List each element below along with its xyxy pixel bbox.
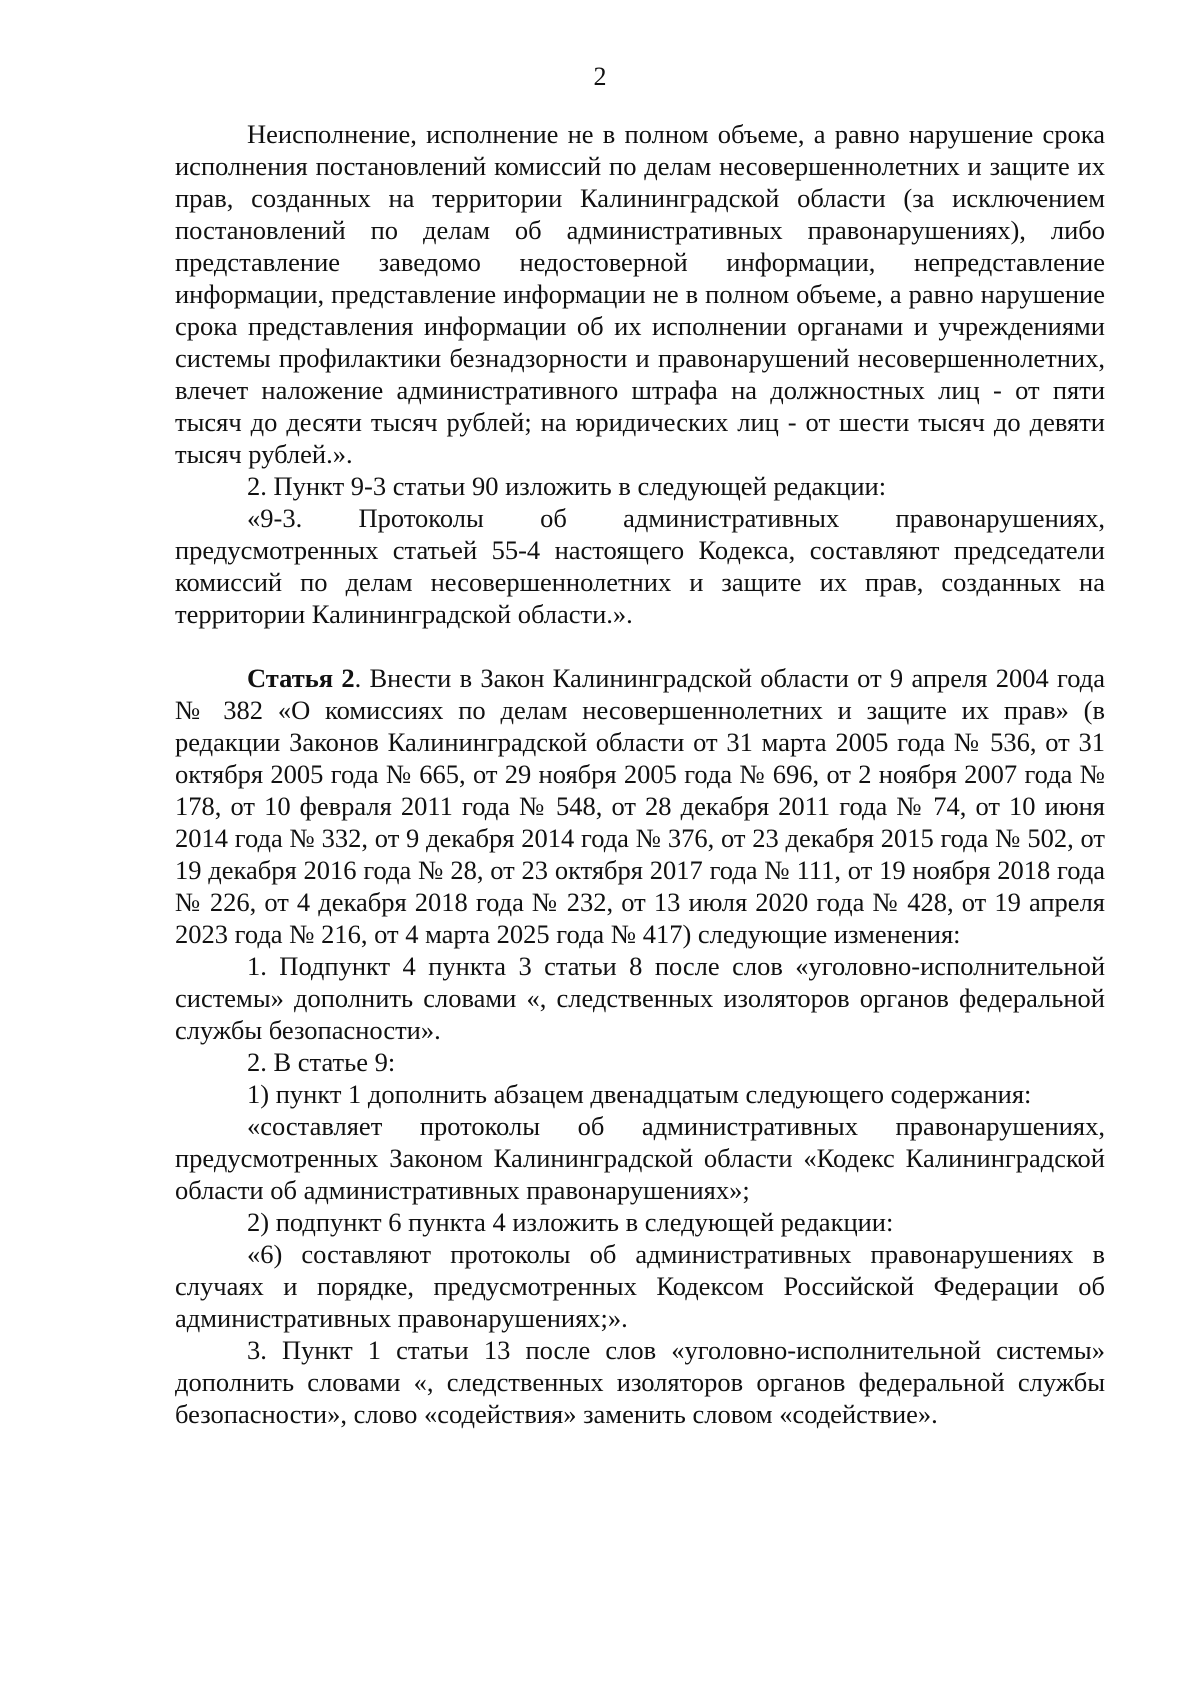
paragraph-subitem-2-text: «6) составляют протоколы об административных правонарушениях в случаях и порядке, предусмотренных Кодексом Российской Федерации об административных правонарушениях;».: [175, 1239, 1105, 1333]
document-body: [175, 118, 1105, 1430]
paragraph-change-2: 2. В статье 9:: [247, 1047, 396, 1077]
page-number: 2: [593, 62, 607, 91]
paragraph-item-2: 2. Пункт 9-3 статьи 90 изложить в следующей редакции:: [247, 471, 887, 501]
article-2-text: . Внести в Закон Калининградской области от 9 апреля 2004 года № 382 «О комиссиях по делам несовершеннолетних и защите их прав» (в редакции Законов Калининградской области от 31 марта 2005 года № 536, от 31 октября 2005 года № 665, от 29 ноября 2005 года № 696, от 2 ноября 2007 года № 178, от 10 февраля 2011 года № 548, от 28 декабря 2011 года № 74, от 10 июня 2014 года № 332, от 9 декабря 2014 года № 376, от 23 декабря 2015 года № 502, от 19 декабря 2016 года № 28, от 23 октября 2017 года № 111, от 19 ноября 2018 года № 226, от 4 декабря 2018 года № 232, от 13 июля 2020 года № 428, от 19 апреля 2023 года № 216, от 4 марта 2025 года № 417) следующие изменения:: [175, 663, 1105, 949]
paragraph-penalty-text: Неисполнение, исполнение не в полном объеме, а равно нарушение срока исполнения постановлений комиссий по делам несовершеннолетних и защите их прав, созданных на территории Калининградской области (за исключением постановлений по делам об административных правонарушениях), либо представление заведомо недостоверной информации, непредставление информации, представление информации не в полном объеме, а равно нарушение срока представления информации об их исполнении органами и учреждениями системы профилактики безнадзорности и правонарушений несовершеннолетних, влечет наложение административного штрафа на должностных лиц - от пяти тысяч до десяти тысяч рублей; на юридических лиц - от шести тысяч до девяти тысяч рублей.».: [175, 119, 1105, 469]
paragraph-subitem-2: 2) подпункт 6 пункта 4 изложить в следующей редакции:: [247, 1207, 894, 1237]
paragraph-change-3: 3. Пункт 1 статьи 13 после слов «уголовно-исполнительной системы» дополнить словами «, следственных изоляторов органов федеральной службы безопасности», слово «содействия» заменить словом «содействие».: [175, 1335, 1105, 1429]
paragraph-article-2: [175, 662, 1105, 950]
paragraph-subitem-1: 1) пункт 1 дополнить абзацем двенадцатым следующего содержания:: [247, 1079, 1032, 1109]
paragraph-change-1: 1. Подпункт 4 пункта 3 статьи 8 после слов «уголовно-исполнительной системы» дополнить словами «, следственных изоляторов органов федеральной службы безопасности».: [175, 951, 1105, 1045]
article-2-label: Статья 2: [247, 663, 355, 693]
paragraph-subitem-1-text: «составляет протоколы об административных правонарушениях, предусмотренных Законом Калининградской области «Кодекс Калининградской области об административных правонарушениях»;: [175, 1111, 1105, 1205]
paragraph-item-9-3: «9-3. Протоколы об административных правонарушениях, предусмотренных статьей 55-4 настоящего Кодекса, составляют председатели комиссий по делам несовершеннолетних и защите их прав, созданных на территории Калининградской области.».: [175, 503, 1105, 629]
